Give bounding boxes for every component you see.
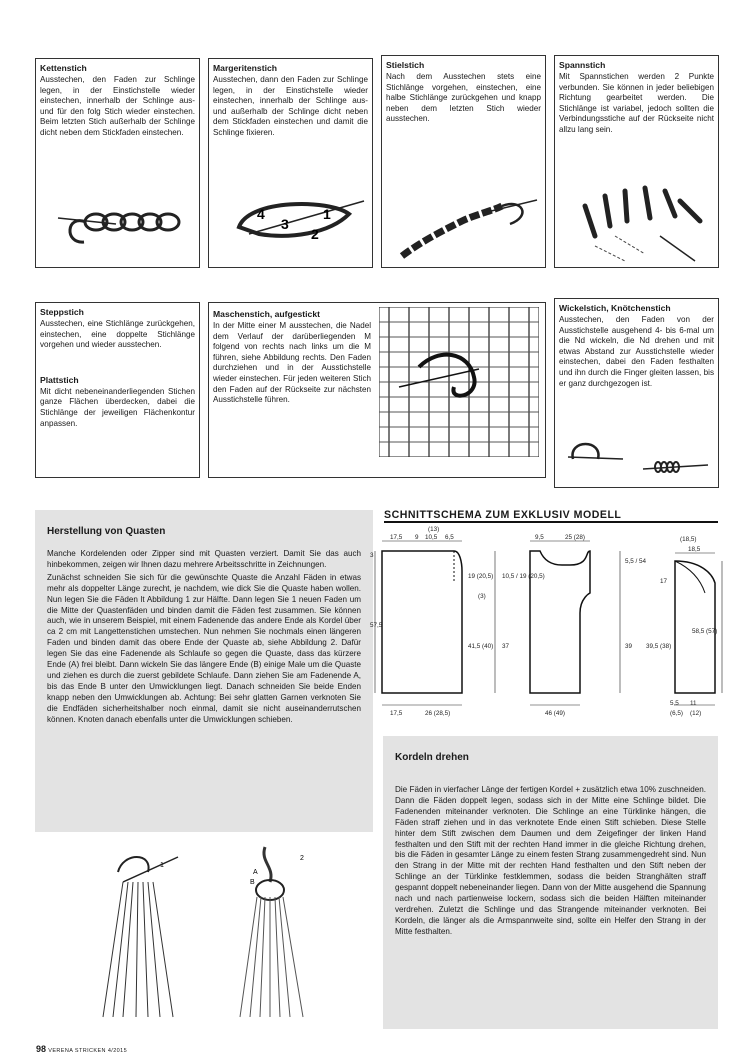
back-height-r1: (3) (478, 593, 486, 600)
stielstich-text: Nach dem Ausstechen stets eine Stichlänge vorgehen, einstechen, eine halbe Stichlänge zurückgehen und knapp neben dem letzten Stich wieder ausstechen. (386, 72, 541, 124)
front-height-1: 37 (502, 643, 510, 650)
kettenstich-text: Ausstechen, den Faden zur Schlinge legen, in der Einstichstelle wieder einstechen, innerhalb der Schlinge aus- und für den folg Stich wieder einstechen. Beim letzten Stich außerhalb der Schlinge dicht neben dem Stickfaden einstechen. (40, 75, 195, 137)
sleeve-top-0: (18,5) (680, 536, 697, 543)
maschenstich-title: Maschenstich, aufgestickt (213, 309, 320, 319)
quasten-title: Herstellung von Quasten (47, 526, 166, 537)
back-height-0: 3 (370, 552, 374, 559)
sleeve-top-1: 18,5 (688, 546, 701, 553)
page-number: 98 (36, 1044, 47, 1054)
spannstich-title: Spannstich (559, 60, 606, 70)
wickelstich-text: Ausstechen, den Faden von der Ausstichstelle ausgehend 4- bis 6-mal um die Nd wickeln, die Nd drehen und mit etwas Abstand zur Ausstichstelle wieder einstechen, dabei den Faden festhalten und ihn durch die Finger gleiten lassen, bis er ganz durchgezogen ist. (559, 315, 714, 388)
kettenstich-title: Kettenstich (40, 63, 87, 73)
steppstich-title: Steppstich (40, 307, 84, 317)
wickelstich-title: Wickelstich, Knötchenstich (559, 303, 671, 313)
sleeve-bottom-1: 11 (690, 700, 697, 707)
quasten-panel (35, 510, 373, 832)
front-bottom: 46 (49) (545, 710, 565, 717)
plattstich-title: Plattstich (40, 374, 79, 385)
quasten-intro: Manche Kordelenden oder Zipper sind mit Quasten verziert. Damit Sie das auch hinbekommen, zeigen wir Ihnen dazu mehrere Arbeitsschritte in Zeichnungen. (47, 549, 361, 569)
back-height-r2: 41,5 (40) (468, 643, 494, 650)
back-top-2: 10,5 (425, 534, 438, 541)
back-height-r0: 19 (20,5) (468, 573, 494, 580)
sleeve-bottom-2: (6,5) (670, 710, 683, 717)
quaste-fig1-label: 1 (160, 862, 164, 869)
stielstich-box (381, 55, 546, 268)
spannstich-text: Mit Spannstichen werden 2 Punkte verbunden. Sie können in jeder beliebigen Richtung gearbeitet werden. Die Stichlänge ist variabel, jedoch sollten die Verbindungsstiche auf der Rückseite nicht allzu lang sein. (559, 72, 714, 134)
steppstich-box (35, 302, 200, 478)
back-height-1: 57,5 (370, 622, 383, 629)
maschenstich-box (208, 302, 546, 478)
sleeve-piece (675, 561, 718, 693)
front-top-0: 9,5 (535, 534, 544, 541)
stielstich-title: Stielstich (386, 60, 425, 70)
back-top-1: 9 (415, 534, 419, 541)
quaste-fig1 (88, 842, 198, 1024)
quaste-fig2-label-b: B (250, 879, 255, 886)
quaste-fig2 (215, 842, 325, 1024)
margerite-label-3: 3 (281, 216, 289, 232)
stielstich-illustration (392, 186, 542, 266)
sleeve-height-4: 58,5 (57) (692, 628, 718, 635)
quaste-illustration-2 (215, 842, 325, 1024)
back-piece (382, 551, 462, 693)
quaste-fig2-label-a: A (253, 869, 258, 876)
sleeve-height-0: 5,5 / 54 (625, 558, 647, 565)
margeritenstich-text: Ausstechen, dann den Faden zur Schlinge legen, in der Einstichstelle wieder einstechen, innerhalb der Schlinge aus- und außerhalb der Schlinge dicht neben dem Stickfaden einstechen und damit die Schlinge fixieren. (213, 75, 368, 137)
steppstich-text: Ausstechen, eine Stichlänge zurückgehen, einstechen, eine doppelte Stichlänge vorgehen und wieder ausstechen. (40, 319, 195, 350)
margerite-label-1: 1 (323, 206, 331, 222)
kordeln-title: Kordeln drehen (395, 752, 469, 763)
margeritenstich-illustration (219, 189, 369, 264)
sleeve-height-2: 39 (625, 643, 633, 650)
front-height-0: 10,5 / 19 (20,5) (502, 573, 545, 580)
back-top-mid: (13) (428, 526, 440, 533)
back-top-0: 17,5 (390, 534, 403, 541)
margerite-label-2: 2 (311, 226, 319, 242)
sleeve-bottom-0: 5,5 (670, 700, 679, 707)
maschenstich-text: In der Mitte einer M ausstechen, die Nadel dem Verlauf der darüberliegenden M folgend von rechts nach links um die M führen, siehe Abbildung rechts. Den Faden durchziehen und in der Ausstichstelle wieder einstechen. Für jeden weiteren Stich den Faden auf der Rückseite zur nächsten Ausstichstelle führen. (213, 321, 371, 405)
back-top-3: 6,5 (445, 534, 454, 541)
kordeln-text: Die Fäden in vierfacher Länge der fertigen Kordel + zusätzlich etwa 10% zuschneiden. Dann die Fäden doppelt legen, sodass sich in der Mitte eine Schlinge bildet. Die Fadenenden miteinander verknoten. Die Schlinge an eine Türklinke hängen, die Fäden straff ziehen und in das verknotete Ende einen Stift schieben. Diese Stelle hinter dem Stift zwischen dem Daumen und dem Zeigefinger der linken Hand festhalten und den Stift mit der rechten Hand immer in die gleiche Richtung drehen, bis die Fäden in gesamter Länge zu einem festen Strang zusammengedreht sind. Nun den Strang in der Mitte mit der rechten Hand festhalten und den Stift neben der Schlinge an der Türklinke festklemmen, sodass die beiden Stranghälten straff gespannt doppelt nebeneinander liegen. Dann von der Mitte ausgehend die Spannung nach und nach partienweise lockern, sodass sich die beiden Hälften miteinander verdrehen. Zuletzt die Schlinge und das Strangende miteinander verknoten. Bei Kordeln, die länger als die Armspannweite sind, sollte ein Helfer den Strang in der Mitte festhalten. (395, 785, 706, 936)
page-footer (36, 1044, 127, 1054)
quaste-illustration-1 (88, 842, 198, 1024)
front-top-1: 25 (28) (565, 534, 585, 541)
margerite-label-4: 4 (257, 206, 265, 222)
margeritenstich-box (208, 58, 373, 268)
kordeln-panel (383, 736, 718, 1029)
schema-diagram (370, 523, 730, 723)
spannstich-illustration (565, 176, 715, 266)
schema-title: SCHNITTSCHEMA ZUM EXKLUSIV MODELL (384, 509, 622, 521)
sleeve-height-1: 17 (660, 578, 668, 585)
spannstich-box (554, 55, 719, 268)
kettenstich-box (35, 58, 200, 268)
magazine-name: VERENA STRICKEN 4/2015 (48, 1048, 128, 1054)
wickelstich-box (554, 298, 719, 488)
margeritenstich-title: Margeritenstich (213, 63, 277, 73)
back-bottom-1: 26 (28,5) (425, 710, 451, 717)
maschenstich-illustration (379, 307, 539, 457)
back-bottom-0: 17,5 (390, 710, 403, 717)
quaste-fig2-label: 2 (300, 855, 304, 862)
sleeve-height-3: 39,5 (38) (646, 643, 672, 650)
kettenstich-illustration (56, 184, 196, 264)
sleeve-bottom-3: (12) (690, 710, 702, 717)
quasten-instructions: Zunächst schneiden Sie sich für die gewünschte Quaste die Anzahl Fäden in etwas mehr als doppelter Länge zurecht, je nachdem, wie dick Sie die Quaste haben wollen. Nun legen Sie die Fäden lt Abbildung 1 zur Hälfte. Dann legen Sie 1 neuen Faden um die Mitte der Quastenfäden und binden damit die Fäden fest zusammen. Sie können auch, wie in unserem Beispiel, mit einem Fadenende das andere Ende als Kordel über ca 2 cm mit Langettenstichen umstechen. Nun nehmen Sie nochmals einen längeren Faden und binden damit das obere Ende der Quaste ab, siehe Abbildung 2. Dafür legen Sie das eine Fadenende als Schlaufe so gegen die Quaste, dass das kürzere Ende (A) frei bleibt. Dann wickeln Sie das längere Ende (B) einige Male um die Quaste und ziehen es durch die zuerst gebildete Schlaufe. Dann ziehen Sie am Fadenende A, bis das Ende B unter den Umwicklungen liegt. Danach schneiden Sie beide Enden knapp neben den Umwicklungen ab. Achtung: Bei sehr glatten Garnen verknoten Sie die Endfäden sicherheitshalber noch einmal, damit sie nicht auseinanderrutschen können. Knoten danach ebenfalls unter die Umwicklungen schieben. (47, 572, 361, 724)
plattstich-text: Mit dicht nebeneinanderliegenden Stichen ganze Flächen überdecken, dabei die Stichlänge der jeweiligen Flächenkontur anpassen. (40, 386, 195, 428)
wickelstich-illustration (563, 429, 713, 484)
